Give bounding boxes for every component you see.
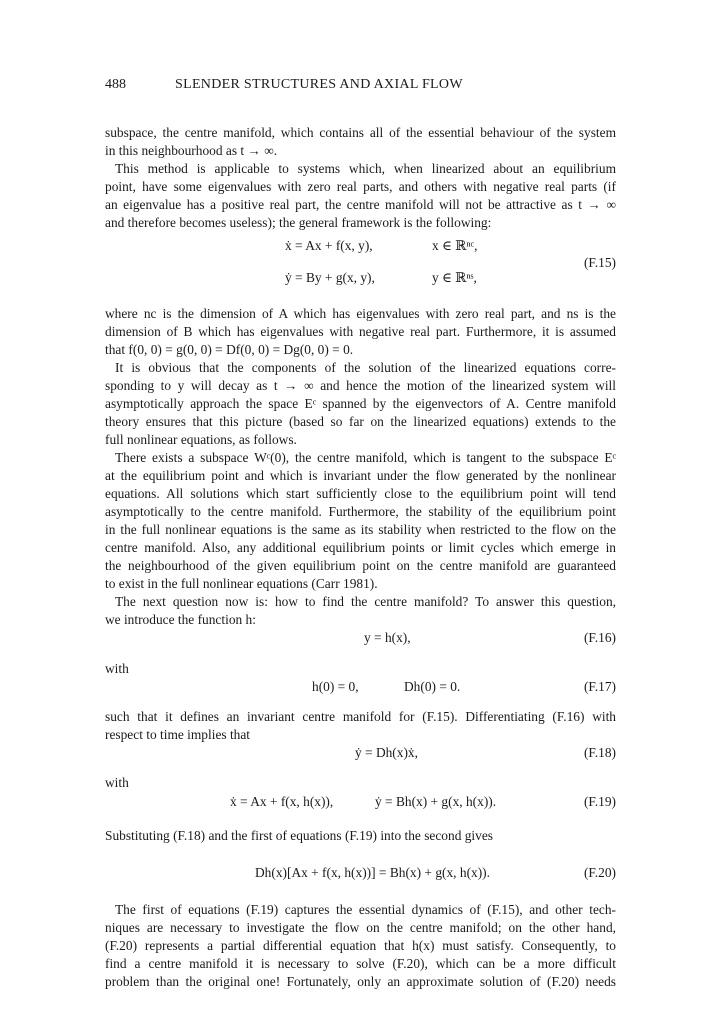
equation-f16: y = h(x),: [364, 630, 411, 645]
text-line: (F.20) represents a partial differential equation that h(x) must satisfy. Consequently, to: [105, 938, 616, 953]
equation-number: (F.16): [583, 630, 616, 645]
text-line: sponding to y will decay as t → ∞ and hence the motion of the linearized system will: [105, 378, 616, 393]
equation-number: (F.15): [583, 255, 616, 270]
text-line: with: [105, 775, 129, 790]
text-line: find a centre manifold it is necessary to solve (F.20), which can be a more difficult: [105, 956, 616, 971]
text-line: It is obvious that the components of the solution of the linearized equations corre-: [115, 360, 616, 375]
text-line: respect to time implies that: [105, 727, 251, 742]
equation-f15-y: ẏ = By + g(x, y),: [285, 270, 375, 285]
equation-number: (F.17): [583, 679, 616, 694]
text-line: subspace, the centre manifold, which contains all of the essential behaviour of the system: [105, 125, 616, 140]
equation-f17-a: h(0) = 0,: [312, 679, 359, 694]
equation-number: (F.19): [583, 794, 616, 809]
equation-f20: Dh(x)[Ax + f(x, h(x))] = Bh(x) + g(x, h(x)).: [255, 865, 490, 880]
text-line: dimension of B which has eigenvalues with negative real part. Furthermore, it is assumed: [105, 324, 616, 339]
text-line: the neighbourhood of the given equilibrium point on the centre manifold are guaranteed: [105, 558, 616, 573]
equation-f15-x: ẋ = Ax + f(x, y),: [285, 238, 373, 253]
text-line: at the equilibrium point and which is invariant under the flow generated by the nonlinear: [105, 468, 616, 483]
text-line: to exist in the full nonlinear equations (Carr 1981).: [105, 576, 378, 591]
equation-f15-x-domain: x ∈ ℝⁿᶜ,: [432, 238, 478, 253]
equation-f15-y-domain: y ∈ ℝⁿˢ,: [432, 270, 477, 285]
text-line: This method is applicable to systems which, when linearized about an equilibrium: [115, 161, 616, 176]
equation-f19-b: ẏ = Bh(x) + g(x, h(x)).: [375, 794, 497, 809]
text-line: with: [105, 661, 129, 676]
running-title: SLENDER STRUCTURES AND AXIAL FLOW: [175, 77, 463, 92]
text-line: asymptotically approach the space Eᶜ spanned by the eigenvectors of A. Centre manifold: [105, 396, 616, 411]
text-line: we introduce the function h:: [105, 612, 256, 627]
text-line: that f(0, 0) = g(0, 0) = Df(0, 0) = Dg(0, 0) = 0.: [105, 342, 354, 357]
text-line: niques are necessary to investigate the flow on the centre manifold; on the other hand,: [105, 920, 616, 935]
text-line: Substituting (F.18) and the first of equations (F.19) into the second gives: [105, 828, 493, 843]
equation-f19-a: ẋ = Ax + f(x, h(x)),: [230, 794, 334, 809]
text-line: problem than the original one! Fortunately, only an approximate solution of (F.20) needs: [105, 974, 616, 989]
equation-f17-b: Dh(0) = 0.: [404, 679, 461, 694]
text-line: The next question now is: how to find the centre manifold? To answer this question,: [115, 594, 616, 609]
text-line: and therefore becomes useless); the general framework is the following:: [105, 215, 492, 230]
text-line: centre manifold. Also, any additional equilibrium points or limit cycles which emerge in: [105, 540, 616, 555]
text-line: The first of equations (F.19) captures the essential dynamics of (F.15), and other tech-: [115, 902, 616, 917]
text-line: an eigenvalue has a positive real part, the centre manifold will not be attractive as t → ∞: [105, 197, 616, 212]
text-line: in this neighbourhood as t → ∞.: [105, 143, 278, 158]
text-line: theory ensures that this picture (based so far on the linearized equations) extends to the: [105, 414, 616, 429]
text-line: such that it defines an invariant centre manifold for (F.15). Differentiating (F.16) with: [105, 709, 616, 724]
equation-f18: ẏ = Dh(x)ẋ,: [355, 745, 418, 760]
equation-number: (F.20): [583, 865, 616, 880]
text-line: asymptotically to the centre manifold. Furthermore, the stability of the equilibrium point: [105, 504, 616, 519]
text-line: where nc is the dimension of A which has eigenvalues with zero real part, and ns is the: [105, 306, 616, 321]
text-line: There exists a subspace Wᶜ(0), the centre manifold, which is tangent to the subspace Eᶜ: [115, 450, 616, 465]
text-line: in the full nonlinear equations is the same as its stability when restricted to the flow on the: [105, 522, 616, 537]
text-line: point, have some eigenvalues with zero real parts, and others with negative real parts (if: [105, 179, 616, 194]
equation-number: (F.18): [583, 745, 616, 760]
page-number: 488: [105, 77, 126, 92]
text-line: full nonlinear equations, as follows.: [105, 432, 297, 447]
text-line: equations. All solutions which start sufficiently close to the equilibrium point will tend: [105, 486, 616, 501]
